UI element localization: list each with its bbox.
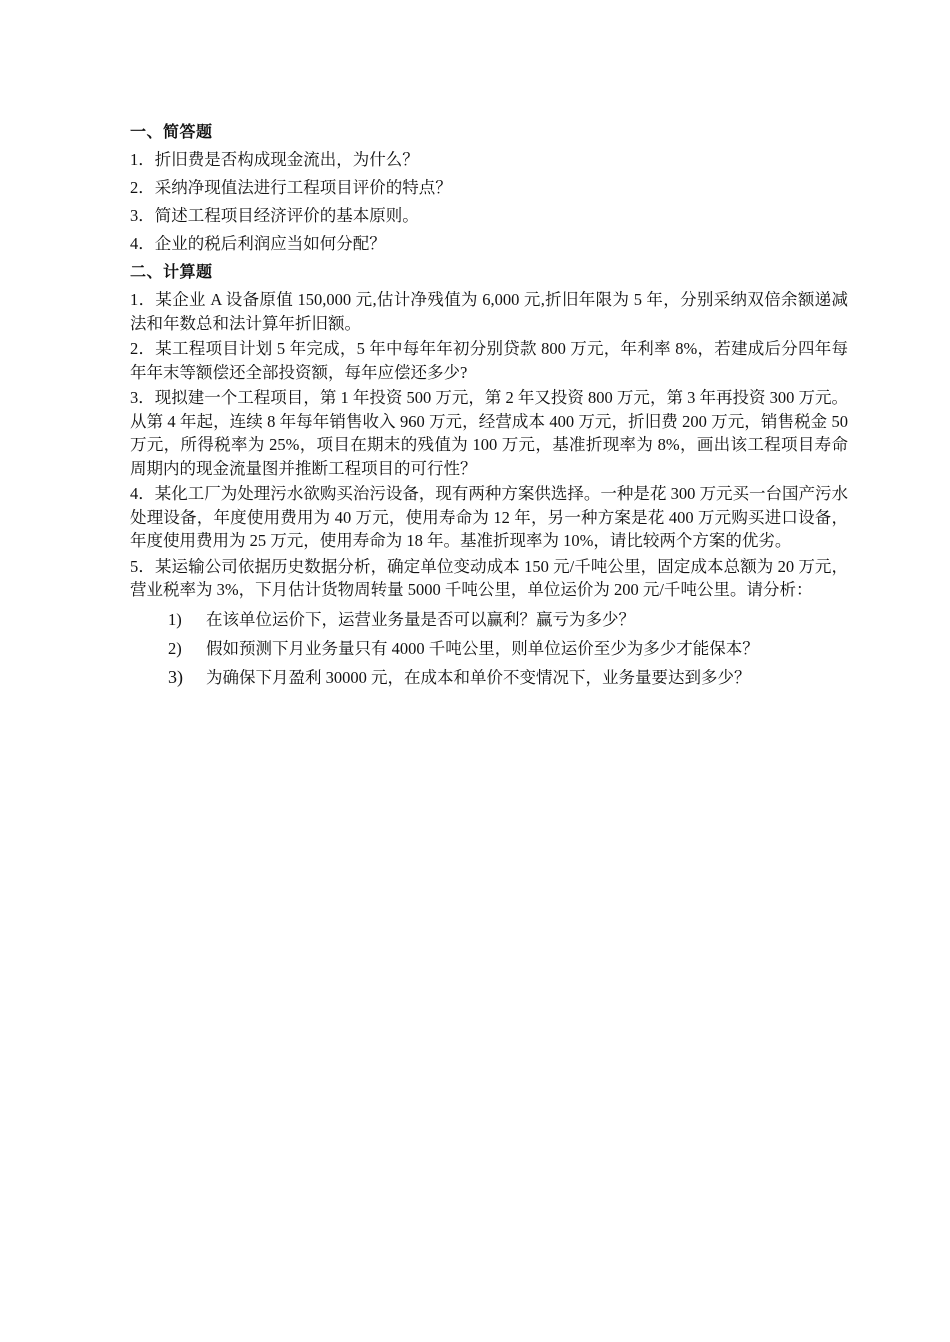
- question-item: [130, 230, 848, 258]
- sub-question-item: [130, 605, 848, 634]
- question-item: [130, 146, 848, 174]
- sub-question-text: 在该单位运价下，运营业务量是否可以赢利？赢亏为多少？: [206, 609, 635, 629]
- question-number: 1．: [130, 150, 155, 169]
- question-text: 某化工厂为处理污水欲购买治污设备，现有两种方案供选择。一种是花 300 万元买一台国产污水处理设备，年度使用费用为 40 万元，使用寿命为 12 年，另一种方案是花 400 万元购买进口设备，年度使用费用为 25 万元，使用寿命为 18 年。基准折现率为 10%，请比较两个方案的优劣。: [130, 484, 849, 550]
- question-item: [130, 386, 848, 480]
- question-item: [130, 174, 848, 202]
- question-number: 3．: [130, 206, 155, 225]
- question-number: 1．: [130, 290, 156, 309]
- question-text: 某企业 A 设备原值 150,000 元,估计净残值为 6,000 元,折旧年限为 5 年，分别采纳双倍余额递减法和年数总和法计算年折旧额。: [130, 290, 848, 333]
- sub-question-number: 2): [168, 638, 182, 658]
- question-number: 5．: [130, 556, 155, 576]
- question-item: [130, 288, 848, 335]
- question-text: 现拟建一个工程项目，第 1 年投资 500 万元，第 2 年又投资 800 万元，第 3 年再投资 300 万元。从第 4 年起，连续 8 年每年销售收入 960 万元，经营成本 400 万元，折旧费 200 万元，销售税金 50 万元，所得税率为 25%，项目在期末的残值为 100 万元，基准折现率为 8%，画出该工程项目寿命周期内的现金流量图并推断工程项目的可行性？: [130, 388, 849, 478]
- question-text: 企业的税后利润应当如何分配？: [154, 234, 386, 253]
- question-number: 3．: [130, 388, 155, 407]
- section-title-calculation: 二、计算题: [130, 262, 213, 281]
- question-text: 某工程项目计划 5 年完成，5 年中每年年初分别贷款 800 万元，年利率 8%，若建成后分四年每年年末等额偿还全部投资额，每年应偿还多少?: [130, 339, 848, 382]
- sub-question-item: [130, 634, 848, 663]
- question-text: 某运输公司依据历史数据分析，确定单位变动成本 150 元/千吨公里，固定成本总额为 20 万元，营业税率为 3%，下月估计货物周转量 5000 千吨公里，单位运价为 200 元/千吨公里。请分析：: [130, 556, 849, 599]
- question-item: [130, 202, 848, 230]
- sub-question-item: [130, 663, 848, 692]
- sub-question-list: [130, 605, 848, 692]
- sub-question-number: 3): [168, 666, 183, 687]
- question-number: 4．: [130, 484, 155, 503]
- sub-question-text: 假如预测下月业务量只有 4000 千吨公里，则单位运价至少为多少才能保本？: [206, 638, 759, 658]
- question-number: 4．: [130, 234, 155, 253]
- question-item: [130, 555, 848, 602]
- section-title-short-answer: 一、简答题: [130, 122, 213, 141]
- question-item: [130, 337, 848, 384]
- question-number: 2．: [130, 339, 156, 358]
- question-text: 折旧费是否构成现金流出，为什么？: [154, 150, 419, 169]
- question-item: [130, 482, 848, 553]
- document-page: [130, 118, 848, 692]
- question-text: 采纳净现值法进行工程项目评价的特点？: [154, 178, 452, 197]
- question-number: 2．: [130, 178, 155, 197]
- question-text: 简述工程项目经济评价的基本原则。: [154, 206, 419, 225]
- sub-question-number: 1): [168, 609, 182, 629]
- sub-question-text: 为确保下月盈利 30000 元，在成本和单价不变情况下，业务量要达到多少？: [206, 667, 751, 687]
